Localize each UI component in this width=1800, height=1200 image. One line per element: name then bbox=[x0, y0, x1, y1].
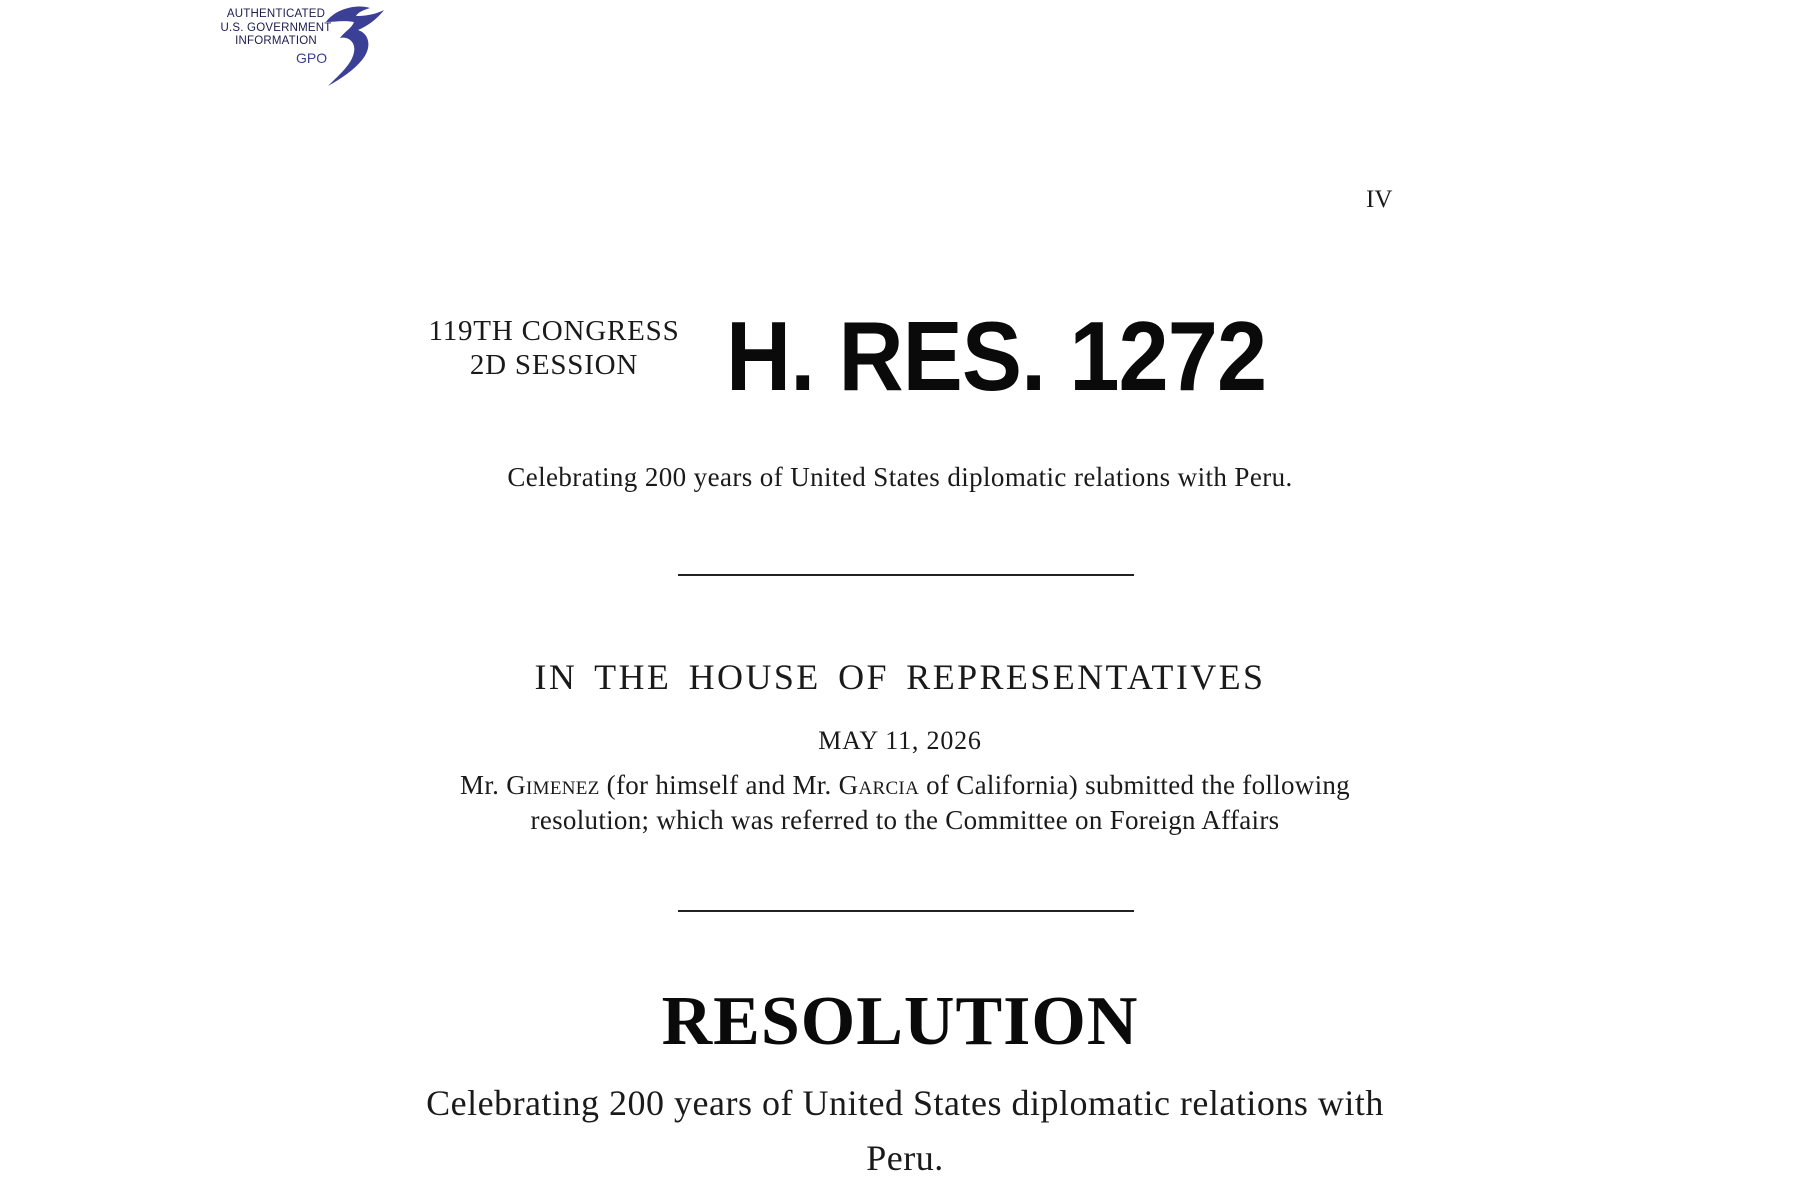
seal-gpo-mark: GPO bbox=[296, 50, 328, 66]
chamber-heading: IN THE HOUSE OF REPRESENTATIVES bbox=[534, 657, 1266, 697]
action-middle-text: (for himself and Mr. bbox=[599, 770, 839, 800]
action-description bbox=[400, 768, 1410, 838]
short-title: Celebrating 200 years of United States diplomatic relations with Peru. bbox=[507, 462, 1293, 492]
bill-number: H. RES. 1272 bbox=[726, 301, 1267, 411]
document-type-heading: RESOLUTION bbox=[661, 983, 1139, 1060]
divider-rule bbox=[678, 910, 1134, 912]
official-title: Celebrating 200 years of United States diplomatic relations with Peru. bbox=[426, 1083, 1384, 1178]
position-code: IV bbox=[1366, 186, 1393, 213]
cosponsor-name: Garcia bbox=[838, 770, 920, 800]
gpo-seal bbox=[214, 4, 390, 88]
congress-session-block bbox=[414, 314, 694, 382]
congress-number: 119TH CONGRESS bbox=[428, 315, 680, 347]
action-rest-text: of California) submitted the following resolution; which was referred to the Committee on Foreign Affairs bbox=[530, 770, 1350, 835]
sponsor-name: Gimenez bbox=[506, 770, 600, 800]
action-date: MAY 11, 2026 bbox=[818, 726, 982, 755]
eagle-icon bbox=[318, 4, 388, 88]
sponsor-prefix: Mr. bbox=[460, 770, 507, 800]
seal-line-authenticated: AUTHENTICATED bbox=[226, 8, 326, 20]
seal-line-information: INFORMATION bbox=[235, 35, 317, 47]
seal-line-government: U.S. GOVERNMENT bbox=[220, 21, 332, 34]
divider-rule bbox=[678, 574, 1134, 576]
session-number: 2D SESSION bbox=[469, 349, 639, 381]
